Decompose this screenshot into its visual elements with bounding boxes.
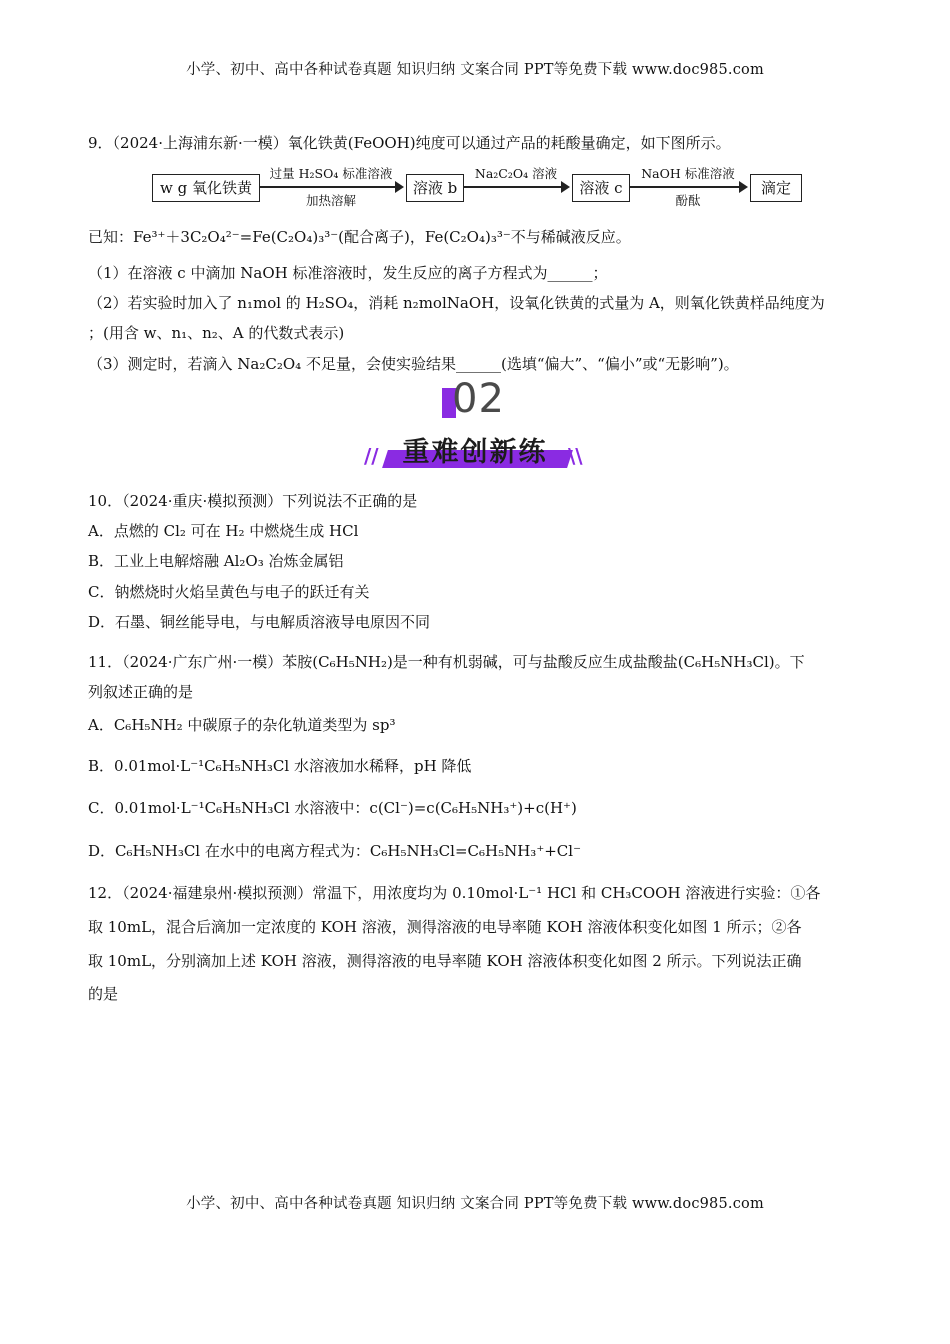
flow-arrow-2: [464, 186, 568, 188]
flow-arrow-3-bottom-label: 酚酞: [675, 193, 701, 208]
flow-arrow-3-top-label: NaOH 标准溶液: [641, 166, 735, 181]
flow-box-solution-b: 溶液 b: [406, 174, 464, 202]
q10-option-d: D．石墨、铜丝能导电，与电解质溶液导电原因不同: [88, 613, 431, 631]
q9-part2-line2: ；(用含 w、n₁、n₂、A 的代数式表示): [88, 324, 345, 342]
banner-left-slash-icon: //: [364, 444, 379, 468]
q11-option-c: C．0.01mol·L⁻¹C₆H₅NH₃Cl 水溶液中：c(Cl⁻)=c(C₆H₅NH₃⁺)+c(H⁺): [88, 799, 577, 817]
banner-right-slash-icon: \\: [568, 444, 583, 468]
q9-part1: （1）在溶液 c 中滴加 NaOH 标准溶液时，发生反应的离子方程式为______；: [88, 264, 608, 282]
q12-line1: 12．（2024·福建泉州·模拟预测）常温下，用浓度均为 0.10mol·L⁻¹ HCl 和 CH₃COOH 溶液进行实验：①各: [88, 884, 821, 902]
q10-option-c: C．钠燃烧时火焰呈黄色与电子的跃迁有关: [88, 583, 370, 601]
q10-option-b: B．工业上电解熔融 Al₂O₃ 冶炼金属铝: [88, 552, 344, 570]
section-number: 02: [452, 376, 505, 422]
flow-arrow-3: [630, 186, 746, 188]
page-header: 小学、初中、高中各种试卷真题 知识归纳 文案合同 PPT等免费下载 www.doc985.com: [186, 62, 764, 78]
q9-part3: （3）测定时，若滴入 Na₂C₂O₄ 不足量，会使实验结果______(选填“偏大”、“偏小”或“无影响”)。: [88, 355, 739, 373]
q12-line4: 的是: [88, 985, 119, 1003]
flow-arrow-1: [260, 186, 402, 188]
q10-stem: 10．（2024·重庆·模拟预测）下列说法不正确的是: [88, 492, 418, 510]
q11-option-b: B．0.01mol·L⁻¹C₆H₅NH₃Cl 水溶液加水稀释，pH 降低: [88, 757, 472, 775]
section-number-badge: [442, 376, 512, 422]
q9-flow-diagram: [152, 166, 802, 210]
flow-box-solution-c: 溶液 c: [572, 174, 630, 202]
q9-known: 已知：Fe³⁺＋3C₂O₄²⁻=Fe(C₂O₄)₃³⁻(配合离子)，Fe(C₂O₄)₃³⁻不与稀碱液反应。: [88, 228, 631, 246]
q10-option-a: A．点燃的 Cl₂ 可在 H₂ 中燃烧生成 HCl: [88, 522, 359, 540]
q11-stem-line1: 11．（2024·广东广州·一模）苯胺(C₆H₅NH₂)是一种有机弱碱，可与盐酸反应生成盐酸盐(C₆H₅NH₃Cl)。下: [88, 653, 805, 671]
flow-arrow-1-bottom-label: 加热溶解: [305, 193, 356, 208]
flow-arrow-1-top-label: 过量 H₂SO₄ 标准溶液: [269, 166, 393, 181]
q12-line2: 取 10mL，混合后滴加一定浓度的 KOH 溶液，测得溶液的电导率随 KOH 溶液体积变化如图 1 所示；②各: [88, 918, 802, 936]
q11-option-a: A．C₆H₅NH₂ 中碳原子的杂化轨道类型为 sp³: [88, 716, 396, 734]
flow-box-titration: 滴定: [750, 174, 802, 202]
q9-part2-line1: （2）若实验时加入了 n₁mol 的 H₂SO₄，消耗 n₂molNaOH，设氧化铁黄的式量为 A，则氧化铁黄样品纯度为: [88, 294, 825, 312]
page-footer: 小学、初中、高中各种试卷真题 知识归纳 文案合同 PPT等免费下载 www.doc985.com: [186, 1196, 764, 1212]
q12-line3: 取 10mL，分别滴加上述 KOH 溶液，测得溶液的电导率随 KOH 溶液体积变化如图 2 所示。下列说法正确: [88, 952, 802, 970]
q11-option-d: D．C₆H₅NH₃Cl 在水中的电离方程式为：C₆H₅NH₃Cl=C₆H₅NH₃⁺+Cl⁻: [88, 842, 582, 860]
section-title: 重难创新练: [402, 437, 548, 468]
flow-box-start: w g 氧化铁黄: [152, 174, 260, 202]
flow-arrow-2-top-label: Na₂C₂O₄ 溶液: [474, 166, 558, 181]
q11-stem-line2: 列叙述正确的是: [88, 683, 194, 701]
q9-stem: 9．（2024·上海浦东新·一模）氧化铁黄(FeOOH)纯度可以通过产品的耗酸量确定，如下图所示。: [88, 134, 731, 152]
section-title-banner: [360, 430, 590, 470]
